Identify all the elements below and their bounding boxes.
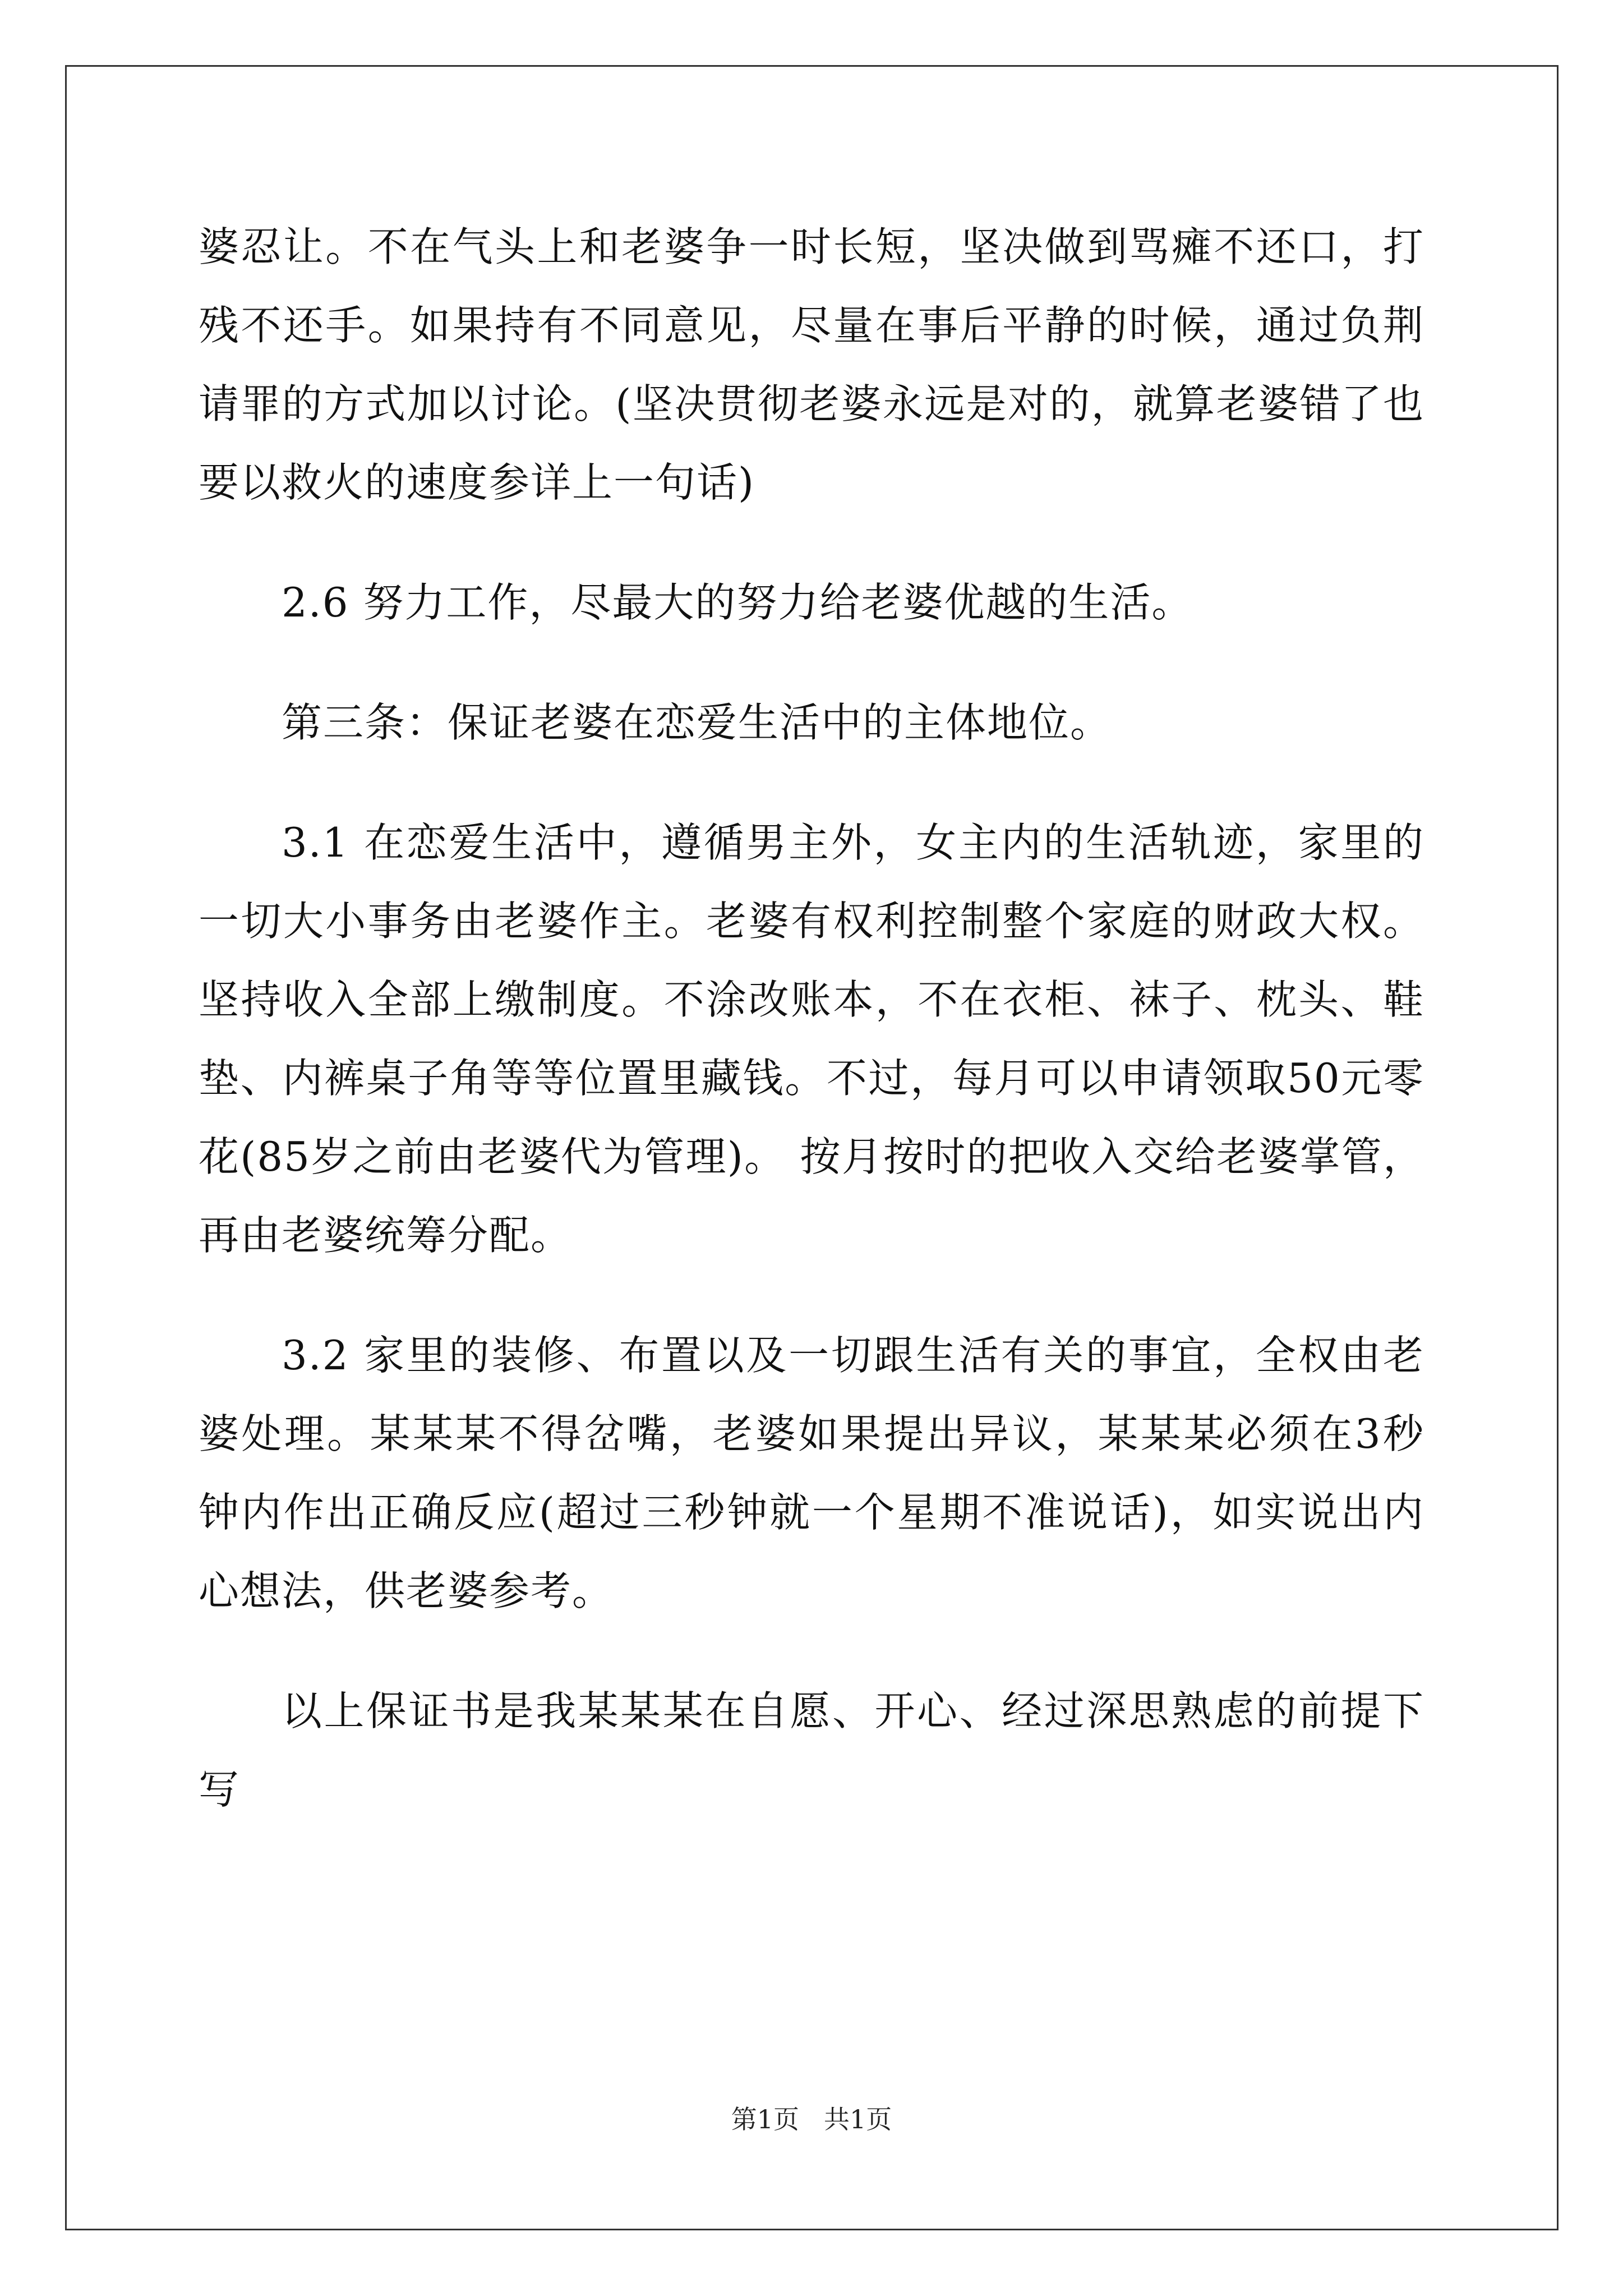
page-footer	[0, 2102, 1623, 2136]
paragraph-continuation: 婆忍让。不在气头上和老婆争一时长短，坚决做到骂瘫不还口，打残不还手。如果持有不同意见，尽量在事后平静的时候，通过负荆请罪的方式加以讨论。(坚决贯彻老婆永远是对的，就算老婆错了也要以救火的速度参详上一句话)	[199, 223, 1424, 506]
paragraph-3-1: 3.1 在恋爱生活中，遵循男主外，女主内的生活轨迹，家里的一切大小事务由老婆作主。老婆有权利控制整个家庭的财政大权。坚持收入全部上缴制度。不涂改账本，不在衣柜、袜子、枕头、鞋垫、内裤桌子角等等位置里藏钱。不过，每月可以申请领取50元零花(85岁之前由老婆代为管理)。 按月按时的把收入交给老婆掌管，再由老婆统筹分配。	[199, 819, 1424, 1259]
page-number: 第1页	[731, 2104, 800, 2134]
paragraph-closing: 以上保证书是我某某某在自愿、开心、经过深思熟虑的前提下写	[199, 1687, 1424, 1813]
paragraph-article-3-heading: 第三条：保证老婆在恋爱生活中的主体地位。	[282, 699, 1112, 746]
paragraph-2-6: 2.6 努力工作，尽最大的努力给老婆优越的生活。	[282, 579, 1193, 626]
document-body	[199, 208, 1424, 1870]
paragraph-3-2: 3.2 家里的装修、布置以及一切跟生活有关的事宜，全权由老婆处理。某某某不得岔嘴，老婆如果提出异议，某某某必须在3秒钟内作出正确反应(超过三秒钟就一个星期不准说话)，如实说出内心想法，供老婆参考。	[199, 1332, 1424, 1614]
page-total: 共1页	[823, 2104, 892, 2134]
